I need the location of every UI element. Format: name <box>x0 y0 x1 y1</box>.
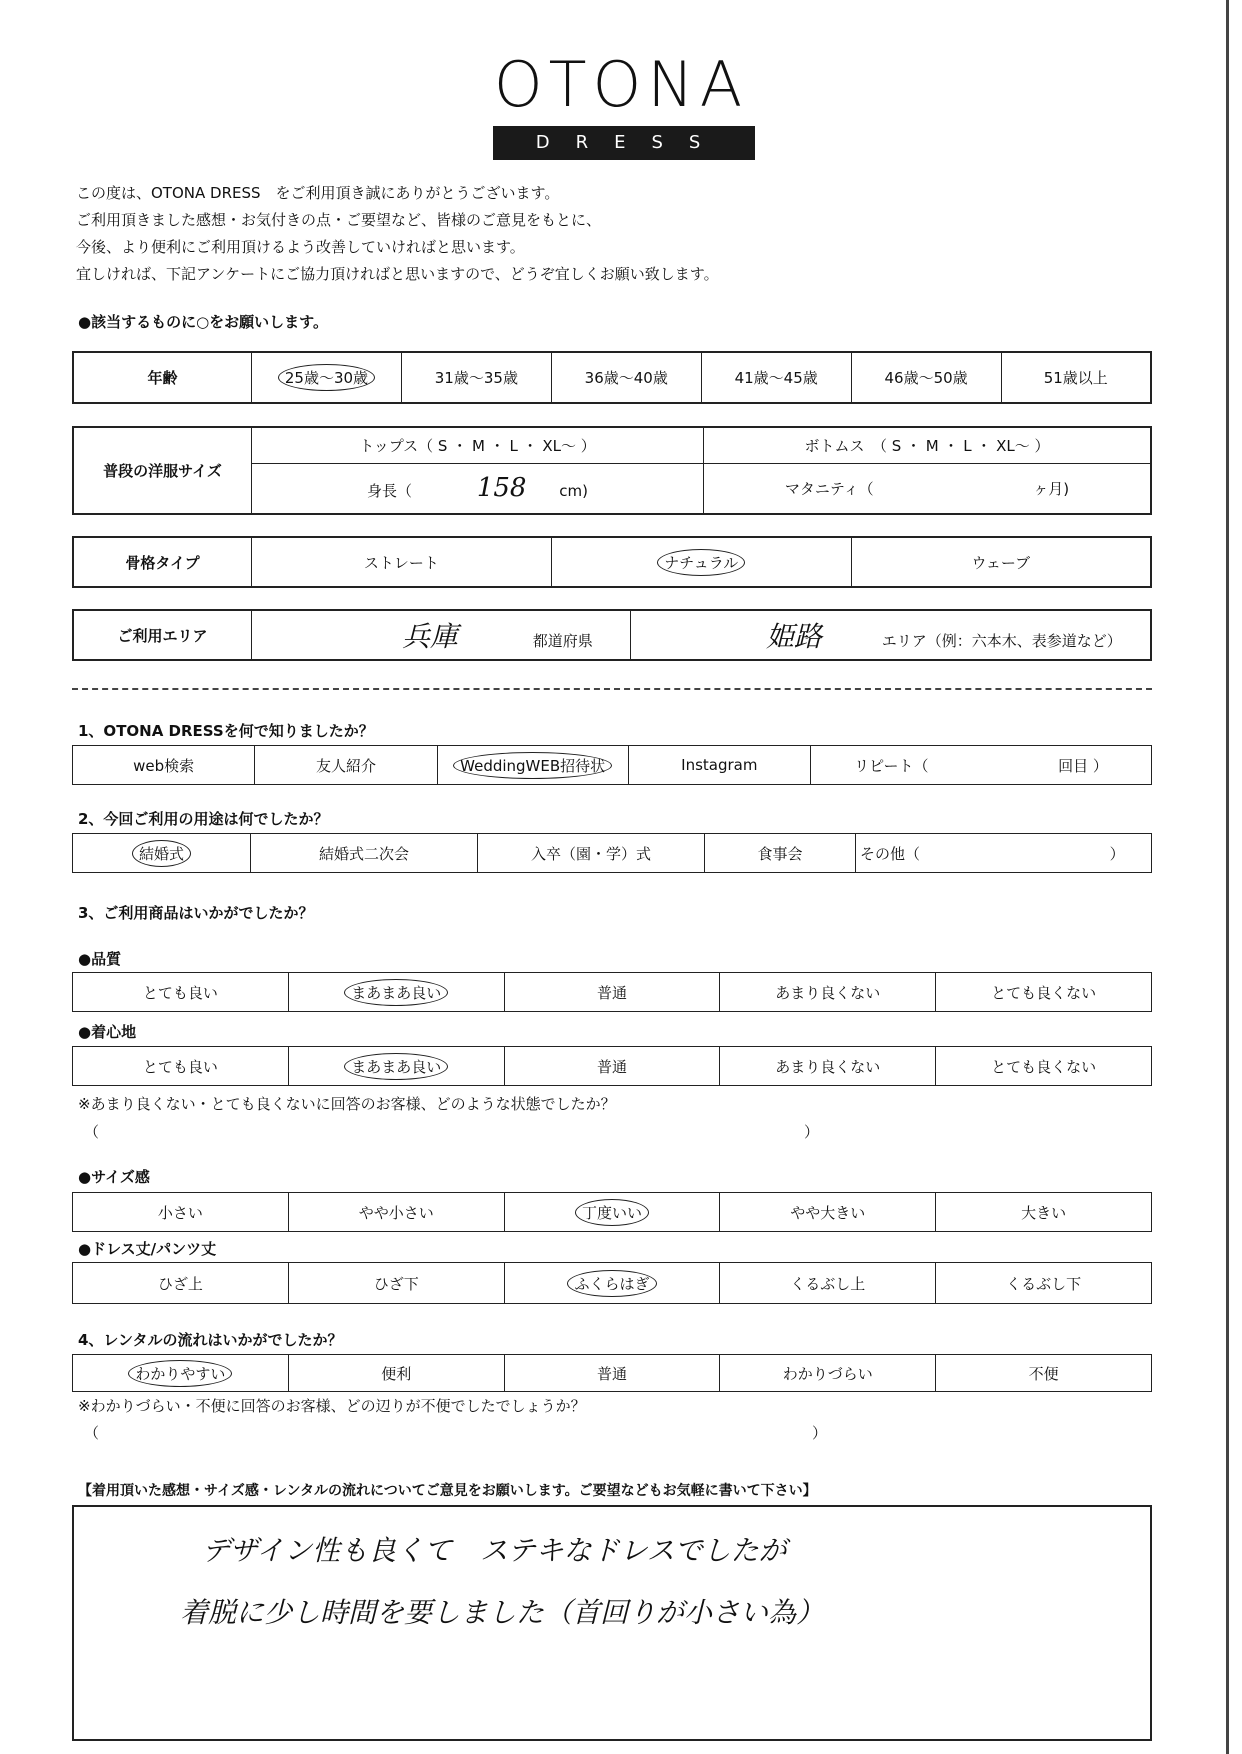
q4-paren-open: （ <box>84 1424 100 1442</box>
q2-option-selected[interactable] <box>73 834 251 873</box>
q2-title: 2、今回ご利用の用途は何でしたか？ <box>78 810 329 828</box>
q1-repeat-label: リピート（ <box>854 756 929 775</box>
maternity-field[interactable] <box>704 463 1152 514</box>
frame-option-selected[interactable] <box>551 537 851 587</box>
selection-circle: まあまあ良い <box>344 979 448 1006</box>
comfort-table <box>72 1046 1152 1086</box>
age-option-selected[interactable] <box>252 352 402 403</box>
height-label: 身長（ <box>367 482 413 501</box>
comfort-option-selected[interactable] <box>288 1047 504 1086</box>
scan-edge-line <box>1226 0 1229 1754</box>
length-table <box>72 1262 1152 1304</box>
length-option[interactable]: ひざ下 <box>288 1263 504 1304</box>
quality-option[interactable]: あまり良くない <box>720 973 936 1012</box>
intro-line: 宜しければ、下記アンケートにご協力頂ければと思いますので、どうぞ宜しくお願い致します。 <box>76 265 719 283</box>
prefecture-value: 兵庫 <box>402 620 459 653</box>
q1-option[interactable]: Instagram <box>628 746 810 785</box>
q4-option[interactable]: 普通 <box>504 1355 720 1392</box>
quality-option[interactable]: とても良くない <box>936 973 1152 1012</box>
q1-option[interactable]: web検索 <box>73 746 255 785</box>
comfort-option[interactable]: とても良くない <box>936 1047 1152 1086</box>
selection-circle: ふくらはぎ <box>567 1270 656 1297</box>
quality-option[interactable]: とても良い <box>73 973 289 1012</box>
q1-option[interactable]: 友人紹介 <box>255 746 437 785</box>
age-option[interactable]: 41歳～45歳 <box>701 352 851 403</box>
fit-label: ●サイズ感 <box>78 1168 150 1186</box>
q2-table <box>72 833 1152 873</box>
intro-line: ご利用頂きました感想・お気付きの点・ご要望など、皆様のご意見をもとに、 <box>76 211 602 229</box>
intro-line: この度は、OTONA DRESS をご利用頂き誠にありがとうございます。 <box>76 184 560 202</box>
fit-option[interactable]: 大きい <box>936 1193 1152 1232</box>
fit-option[interactable]: 小さい <box>73 1193 289 1232</box>
age-table <box>72 351 1152 404</box>
age-option[interactable]: 36歳～40歳 <box>551 352 701 403</box>
comment-heading: 【着用頂いた感想・サイズ感・レンタルの流れについてご意見をお願いします。ご要望などもお気軽に書いて下さい】 <box>78 1483 817 1499</box>
area-label: ご利用エリア <box>73 610 252 660</box>
age-option[interactable]: 31歳～35歳 <box>401 352 551 403</box>
height-field[interactable] <box>252 463 704 514</box>
area-table <box>72 609 1152 661</box>
quality-table <box>72 972 1152 1012</box>
q4-title: 4、レンタルの流れはいかがでしたか？ <box>78 1331 343 1349</box>
instruction-lead: ●該当するものに○をお願いします。 <box>78 313 328 331</box>
q2-option[interactable]: 入卒（園・学）式 <box>478 834 705 873</box>
intro-line: 今後、より便利にご利用頂けるよう改善していければと思います。 <box>76 238 525 256</box>
size-tops[interactable]: トップス（ S ・ M ・ L ・ XL～ ） <box>252 427 704 463</box>
length-option[interactable]: くるぶし下 <box>936 1263 1152 1304</box>
quality-option-selected[interactable] <box>288 973 504 1012</box>
frame-option[interactable]: ストレート <box>252 537 552 587</box>
q1-repeat-count-label: 回目 ） <box>1058 756 1108 775</box>
age-option[interactable]: 46歳～50歳 <box>851 352 1001 403</box>
q2-option[interactable]: 食事会 <box>705 834 856 873</box>
q4-paren-close: ） <box>812 1424 828 1442</box>
q3-title: 3、ご利用商品はいかがでしたか？ <box>78 904 314 922</box>
q1-option-selected[interactable] <box>437 746 628 785</box>
quality-option[interactable]: 普通 <box>504 973 720 1012</box>
fit-table <box>72 1192 1152 1232</box>
maternity-label: マタニティ（ <box>784 479 874 498</box>
comfort-option[interactable]: 普通 <box>504 1047 720 1086</box>
comfort-option[interactable]: とても良い <box>73 1047 289 1086</box>
area-field[interactable] <box>631 610 1152 660</box>
q1-table <box>72 745 1152 785</box>
q4-option[interactable]: わかりづらい <box>720 1355 936 1392</box>
fit-option[interactable]: やや大きい <box>720 1193 936 1232</box>
size-table <box>72 426 1152 515</box>
area-value: 姫路 <box>766 620 823 653</box>
selection-circle: まあまあ良い <box>344 1053 448 1080</box>
frame-table <box>72 536 1152 588</box>
height-value: 158 <box>476 473 527 504</box>
q4-option[interactable]: 不便 <box>936 1355 1152 1392</box>
fit-option[interactable]: やや小さい <box>288 1193 504 1232</box>
age-option[interactable]: 51歳以上 <box>1001 352 1151 403</box>
q4-option-selected[interactable] <box>73 1355 289 1392</box>
selection-circle: 25歳～30歳 <box>278 364 375 391</box>
q4-note: ※わかりづらい・不便に回答のお客様、どの辺りが不便でしたでしょうか？ <box>78 1397 586 1415</box>
prefecture-label: 都道府県 <box>532 632 593 650</box>
q4-option[interactable]: 便利 <box>288 1355 504 1392</box>
area-example-label: エリア（例：六本木、表参道など） <box>881 632 1122 650</box>
comfort-label: ●着心地 <box>78 1023 137 1041</box>
selection-circle: ナチュラル <box>657 549 745 576</box>
selection-circle: 丁度いい <box>575 1199 649 1226</box>
size-bottoms[interactable]: ボトムス （ S ・ M ・ L ・ XL～ ） <box>704 427 1152 463</box>
section-divider <box>72 688 1152 690</box>
q2-other-label: その他（ <box>860 844 921 863</box>
comment-line-2: 着脱に少し時間を要しました（首回りが小さい為） <box>180 1596 825 1629</box>
selection-circle: わかりやすい <box>128 1360 232 1387</box>
intro-text <box>76 180 719 288</box>
length-option[interactable]: くるぶし上 <box>720 1263 936 1304</box>
maternity-unit: ヶ月) <box>1033 479 1070 498</box>
q1-title: 1、OTONA DRESSを何で知りましたか？ <box>78 722 374 740</box>
comment-line-1: デザイン性も良くて ステキなドレスでしたが <box>202 1534 787 1567</box>
q2-option[interactable]: 結婚式二次会 <box>251 834 478 873</box>
length-option[interactable]: ひざ上 <box>73 1263 289 1304</box>
q3-paren-close: ） <box>804 1123 820 1141</box>
comfort-option[interactable]: あまり良くない <box>720 1047 936 1086</box>
logo-dress: DRESS <box>493 126 755 160</box>
length-label: ●ドレス丈/パンツ丈 <box>78 1240 217 1258</box>
logo-otona: OTONA <box>493 48 749 121</box>
comment-box[interactable] <box>72 1505 1152 1741</box>
q3-paren-open: （ <box>84 1123 100 1141</box>
size-label: 普段の洋服サイズ <box>73 427 252 514</box>
q4-table <box>72 1354 1152 1392</box>
frame-option[interactable]: ウェーブ <box>851 537 1151 587</box>
height-unit: cm) <box>559 482 588 501</box>
q3-note: ※あまり良くない・とても良くないに回答のお客様、どのような状態でしたか？ <box>78 1095 616 1113</box>
prefecture-field[interactable] <box>252 610 631 660</box>
q2-other-close: ） <box>1109 844 1125 863</box>
q2-other-field[interactable] <box>856 834 1152 873</box>
q1-repeat-field[interactable] <box>811 746 1152 785</box>
age-label: 年齢 <box>73 352 252 403</box>
frame-label: 骨格タイプ <box>73 537 252 587</box>
quality-label: ●品質 <box>78 950 122 968</box>
selection-circle: WeddingWEB招待状 <box>453 752 612 779</box>
length-option-selected[interactable] <box>504 1263 720 1304</box>
selection-circle: 結婚式 <box>132 840 191 867</box>
fit-option-selected[interactable] <box>504 1193 720 1232</box>
